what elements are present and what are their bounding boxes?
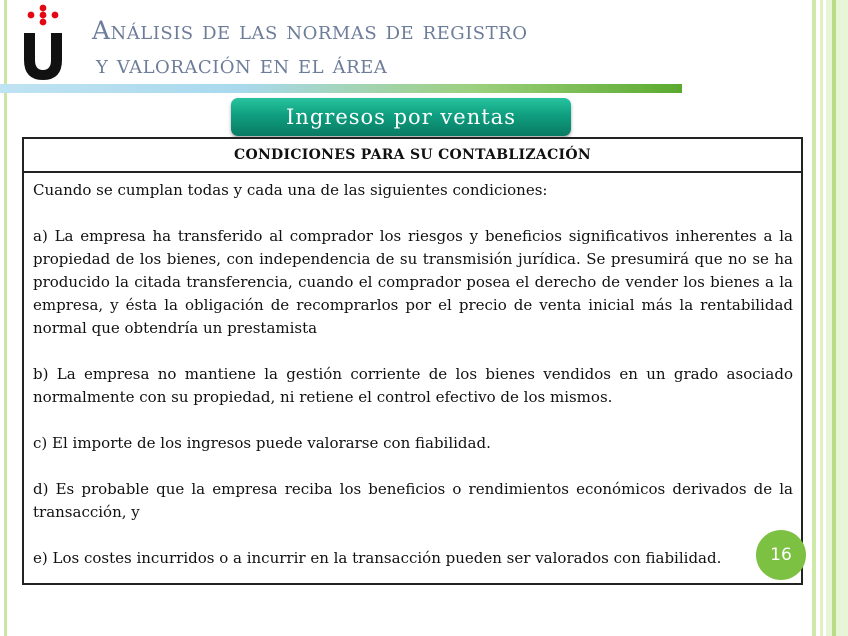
left-decorative-rule (4, 0, 7, 636)
condition-d: d) Es probable que la empresa reciba los beneficios o rendimientos económicos derivados de la transacción, y (33, 480, 793, 521)
page-title (92, 14, 527, 82)
intro-paragraph: Cuando se cumplan todas y cada una de las siguientes condiciones: (33, 181, 548, 199)
section-label: Ingresos por ventas (231, 98, 571, 136)
title-line-2: y valoración en el área (96, 50, 388, 79)
condition-e: e) Los costes incurridos o a incurrir en la transacción pueden ser valorados con fiabilidad. (33, 549, 722, 567)
university-logo-icon (22, 2, 64, 82)
condition-b: b) La empresa no mantiene la gestión corriente de los bienes vendidos en un grado asociado normalmente con su propiedad, ni retiene el control efectivo de los mismos. (33, 365, 793, 406)
conditions-body (24, 173, 801, 570)
condition-a: a) La empresa ha transferido al comprador los riesgos y beneficios significativos inherentes a la propiedad de los bienes, con independencia de su transmisión jurídica. Se presumirá que no se ha producido la citada transferencia, cuando el comprador posea el derecho de vender los bienes a la empresa, y ésta la obligación de recomprarlos por el precio de venta inicial más la rentabilidad normal que obtendría un prestamista (33, 227, 793, 337)
right-decorative-stripes (812, 0, 848, 636)
title-line-1: Análisis de las normas de registro (92, 16, 528, 45)
page-number-badge: 16 (756, 530, 806, 580)
condition-c: c) El importe de los ingresos puede valorarse con fiabilidad. (33, 434, 491, 452)
conditions-table (22, 137, 803, 585)
header-gradient-bar (0, 84, 682, 93)
conditions-heading: CONDICIONES PARA SU CONTABLIZACIÓN (24, 139, 801, 173)
